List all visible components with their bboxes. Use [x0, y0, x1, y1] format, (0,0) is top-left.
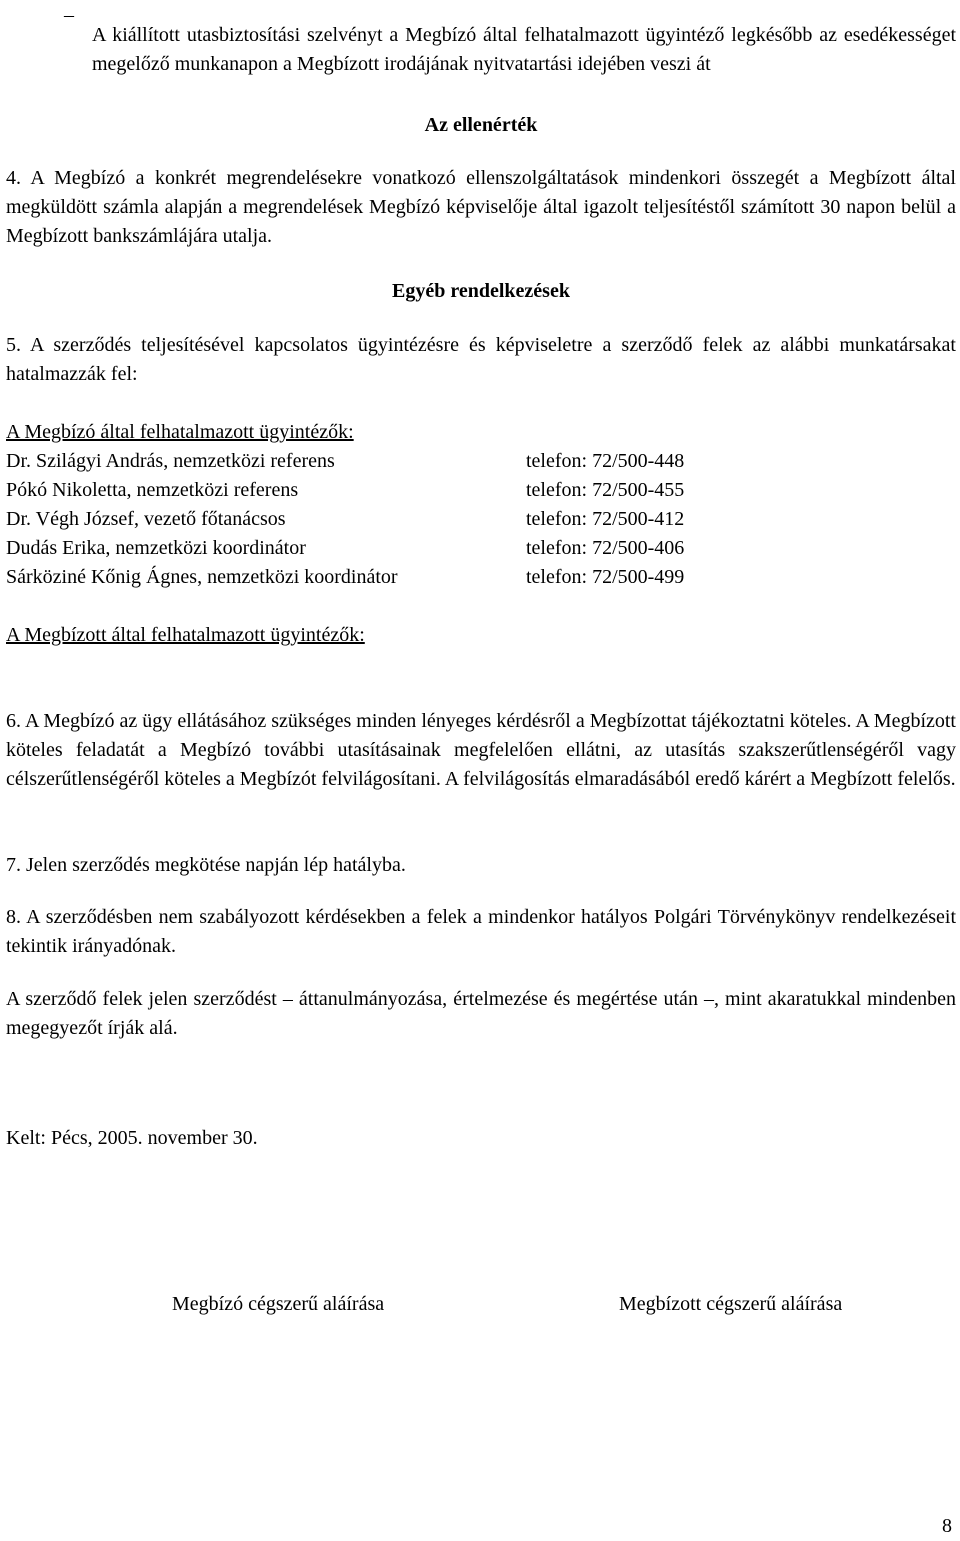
- bullet-item: [6, 1, 956, 99]
- contractor-staff-title: A Megbízott által felhatalmazott ügyintézők:: [6, 624, 365, 646]
- staff-name: Sárköziné Kőnig Ágnes, nemzetközi koordinátor: [6, 566, 398, 588]
- paragraph-5: 5. A szerződés teljesítésével kapcsolatos ügyintézésre és képviseletre a szerződő felek az alábbi munkatársakat hatalmazzák fel:: [6, 334, 956, 385]
- staff-row: [6, 505, 956, 534]
- bullet-text: A kiállított utasbiztosítási szelvényt a Megbízó által felhatalmazott ügyintéző legkésőbb az esedékességet megelőző munkanapon a Megbízott irodájának nyitvatartási idejében veszi át: [92, 24, 956, 75]
- staff-phone: telefon: 72/500-412: [526, 508, 685, 530]
- staff-phone: telefon: 72/500-406: [526, 537, 685, 559]
- staff-phone: telefon: 72/500-499: [526, 566, 685, 588]
- staff-name: Pókó Nikoletta, nemzetközi referens: [6, 479, 299, 501]
- staff-name: Dr. Végh József, vezető főtanácsos: [6, 508, 286, 530]
- staff-name: Dudás Erika, nemzetközi koordinátor: [6, 537, 306, 559]
- place-date: Kelt: Pécs, 2005. november 30.: [6, 1127, 258, 1149]
- heading-ellenertek: Az ellenérték: [424, 114, 538, 136]
- bullet-dash: –: [64, 4, 74, 26]
- staff-name: Dr. Szilágyi András, nemzetközi referens: [6, 450, 335, 472]
- signature-label-contractor: Megbízott cégszerű aláírása: [619, 1293, 843, 1315]
- paragraph-6: 6. A Megbízó az ügy ellátásához szükséges minden lényeges kérdésről a Megbízottat tájékoztatni köteles. A Megbízott köteles feladatát a Megbízó további utasításainak megfelelően ellátni, az utasítás szakszerűtlenségéről vagy célszerűtlenségéről köteles a Megbízót felvilágosítani. A felvilágosítás elmaradásából eredő kárért a Megbízott felelős.: [6, 710, 956, 790]
- paragraph-4: 4. A Megbízó a konkrét megrendelésekre vonatkozó ellenszolgáltatások mindenkori összegét a Megbízott által megküldött számla alapján a megrendelések Megbízó képviselője által igazolt teljesítéstől számított 30 napon belül a Megbízott bankszámlájára utalja.: [6, 167, 956, 247]
- staff-row: [6, 534, 956, 563]
- staff-phone: telefon: 72/500-448: [526, 450, 685, 472]
- signature-label-client: Megbízó cégszerű aláírása: [172, 1293, 385, 1315]
- staff-row: [6, 476, 956, 505]
- staff-phone: telefon: 72/500-455: [526, 479, 685, 501]
- page-number: 8: [942, 1515, 952, 1537]
- closing-paragraph: A szerződő felek jelen szerződést – áttanulmányozása, értelmezése és megértése után –, mint akaratukkal mindenben megegyezőt írják alá.: [6, 988, 956, 1039]
- staff-row: [6, 563, 956, 592]
- paragraph-7: 7. Jelen szerződés megkötése napján lép hatályba.: [6, 854, 406, 876]
- staff-row: [6, 447, 956, 476]
- client-staff-title: A Megbízó által felhatalmazott ügyintézők:: [6, 421, 354, 443]
- paragraph-8: 8. A szerződésben nem szabályozott kérdésekben a felek a mindenkor hatályos Polgári Törvénykönyv rendelkezéseit tekintik irányadónak.: [6, 906, 956, 957]
- heading-egyeb-rendelkezesek: Egyéb rendelkezések: [392, 280, 570, 302]
